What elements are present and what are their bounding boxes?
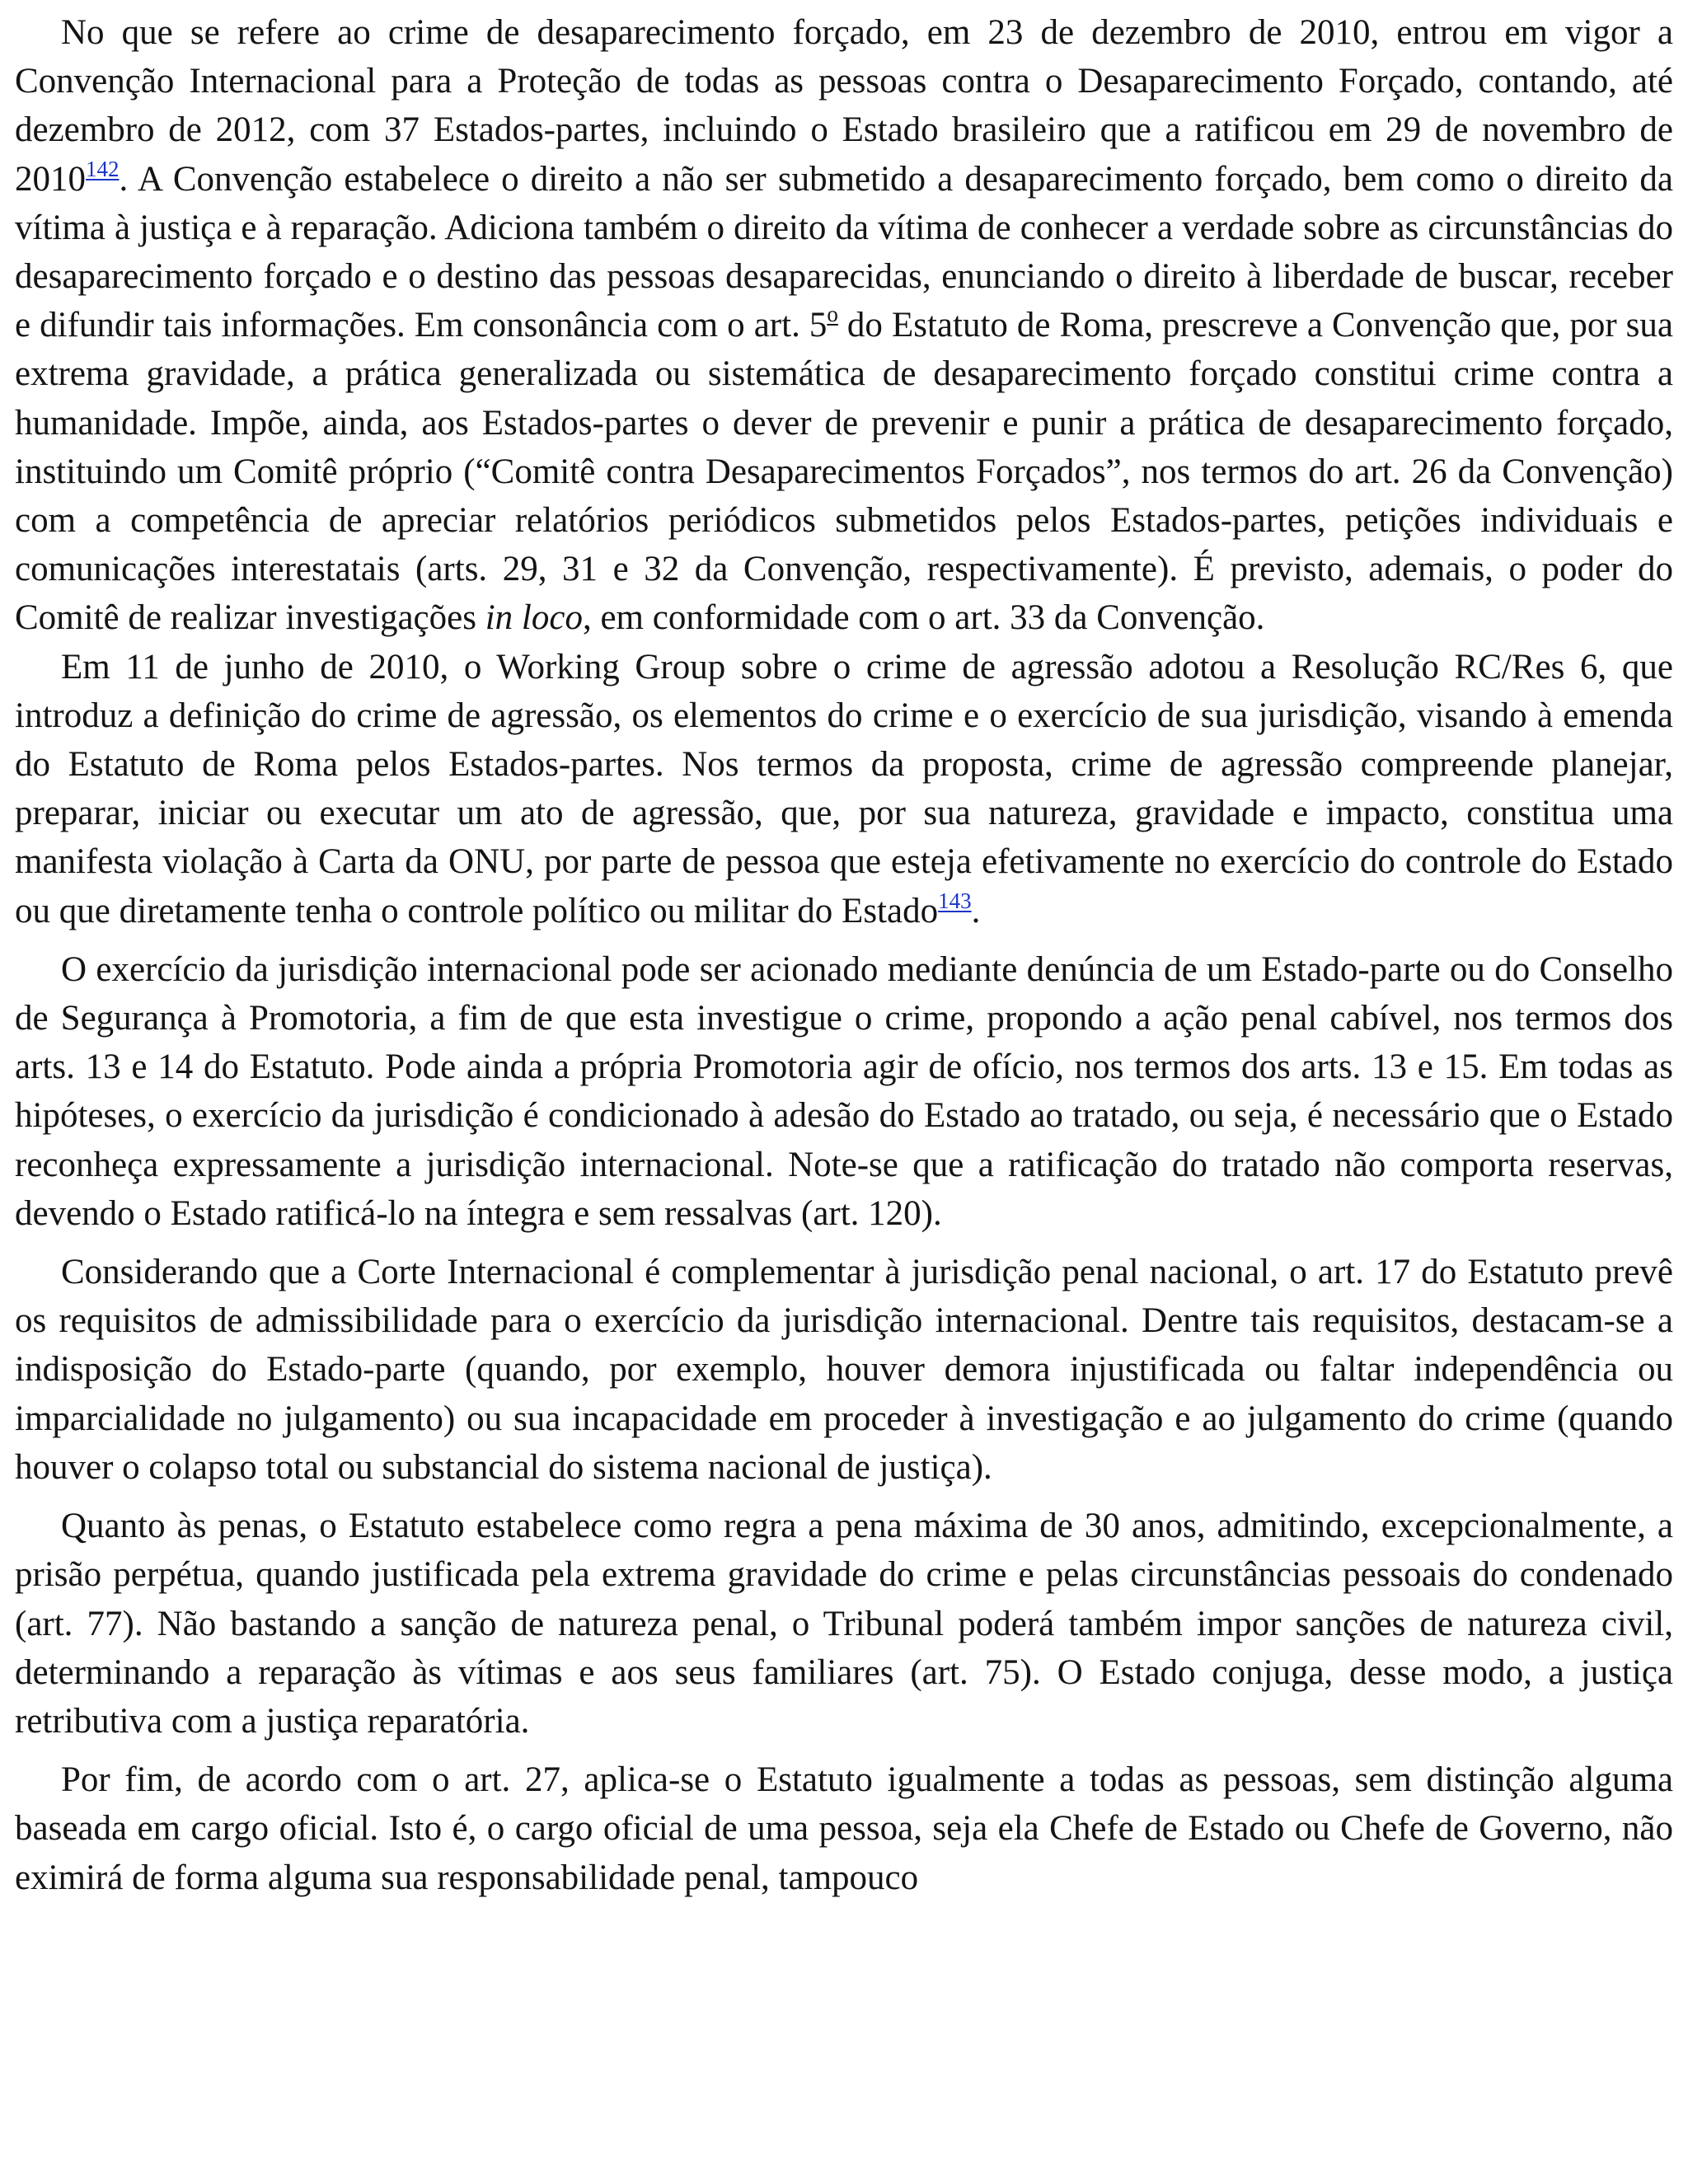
footnote-link-143[interactable]: 143 (938, 888, 972, 913)
paragraph-text: do Estatuto de Roma, prescreve a Convenção que, por sua extrema gravidade, a prática generalizada ou sistemática de desaparecimento forçado constitui crime contra a humanidade. Impõe, ainda, aos Estados-partes o dever de prevenir e punir a prática de desaparecimento forçado, instituindo um Comitê próprio (“Comitê contra Desaparecimentos Forçados”, nos termos do art. 26 da Convenção) com a competência de apreciar relatórios periódicos submetidos pelos Estados-partes, petições individuais e comunicações interestatais (arts. 29, 31 e 32 da Convenção, respectivamente). É previsto, ademais, o poder do Comitê de realizar investigações (15, 306, 1673, 638)
ordinal-indicator: o (827, 302, 838, 327)
document-page (15, 8, 1673, 1902)
paragraph-cargo-oficial: Por fim, de acordo com o art. 27, aplica-se o Estatuto igualmente a todas as pessoas, sem distinção alguma baseada em cargo oficial. Isto é, o cargo oficial de uma pessoa, seja ela Chefe de Estado ou Chefe de Governo, não eximirá de forma alguma sua responsabilidade penal, tampouco (15, 1760, 1673, 1897)
paragraph-text: Em 11 de junho de 2010, o Working Group sobre o crime de agressão adotou a Resolução RC/Res 6, que introduz a definição do crime de agressão, os elementos do crime e o exercício de sua jurisdição, visando à emenda do Estatuto de Roma pelos Estados-partes. Nos termos da proposta, crime de agressão compreende planejar, preparar, iniciar ou executar um ato de agressão, que, por sua natureza, gravidade e impacto, constitua uma manifesta violação à Carta da ONU, por parte de pessoa que esteja efetivamente no exercício do controle do Estado ou que diretamente tenha o controle político ou militar do Estado (15, 647, 1673, 930)
paragraph-exercicio-jurisdicao: O exercício da jurisdição internacional pode ser acionado mediante denúncia de um Estado-parte ou do Conselho de Segurança à Promotoria, a fim de que esta investigue o crime, propondo a ação penal cabível, nos termos dos arts. 13 e 14 do Estatuto. Pode ainda a própria Promotoria agir de ofício, nos termos dos arts. 13 e 15. Em todas as hipóteses, o exercício da jurisdição é condicionado à adesão do Estado ao tratado, ou seja, é necessário que o Estado reconheça expressamente a jurisdição internacional. Note-se que a ratificação do tratado não comporta reservas, devendo o Estado ratificá-lo na íntegra e sem ressalvas (art. 120). (15, 949, 1673, 1233)
footnote-link-142[interactable]: 142 (86, 156, 120, 181)
paragraph-text: No que se refere ao crime de desaparecimento forçado, em 23 de dezembro de 2010, entrou em vigor a Convenção Internacional para a Proteção de todas as pessoas contra o Desaparecimento Forçado, contando, até dezembro de 2012, com 37 Estados-partes, incluindo o Estado brasileiro que a ratificou em 29 de novembro de 2010 (15, 13, 1673, 199)
italic-term-in-loco: in loco (485, 598, 583, 638)
paragraph-desaparecimento-forcado (15, 8, 1673, 643)
paragraph-crime-de-agressao (15, 643, 1673, 935)
paragraph-text: . A Convenção estabelece o direito a não ser submetido a desaparecimento forçado, bem como o direito da vítima à justiça e à reparação. Adiciona também o direito da vítima de conhecer a verdade sobre as circunstâncias do desaparecimento forçado e o destino das pessoas desaparecidas, enunciando o direito à liberdade de buscar, receber e difundir tais informações. Em consonância com o art. 5 (15, 159, 1673, 345)
paragraph-text: , em conformidade com o art. 33 da Convenção. (582, 598, 1265, 638)
paragraph-text: . (971, 891, 981, 930)
paragraph-admissibilidade: Considerando que a Corte Internacional é complementar à jurisdição penal nacional, o art. 17 do Estatuto prevê os requisitos de admissibilidade para o exercício da jurisdição internacional. Dentre tais requisitos, destacam-se a indisposição do Estado-parte (quando, por exemplo, houver demora injustificada ou faltar independência ou imparcialidade no julgamento) ou sua incapacidade em proceder à investigação e ao julgamento do crime (quando houver o colapso total ou substancial do sistema nacional de justiça). (15, 1253, 1673, 1487)
paragraph-penas: Quanto às penas, o Estatuto estabelece como regra a pena máxima de 30 anos, admitindo, excepcionalmente, a prisão perpétua, quando justificada pela extrema gravidade do crime e pelas circunstâncias pessoais do condenado (art. 77). Não bastando a sanção de natureza penal, o Tribunal poderá também impor sanções de natureza civil, determinando a reparação às vítimas e aos seus familiares (art. 75). O Estado conjuga, desse modo, a justiça retributiva com a justiça reparatória. (15, 1507, 1673, 1741)
